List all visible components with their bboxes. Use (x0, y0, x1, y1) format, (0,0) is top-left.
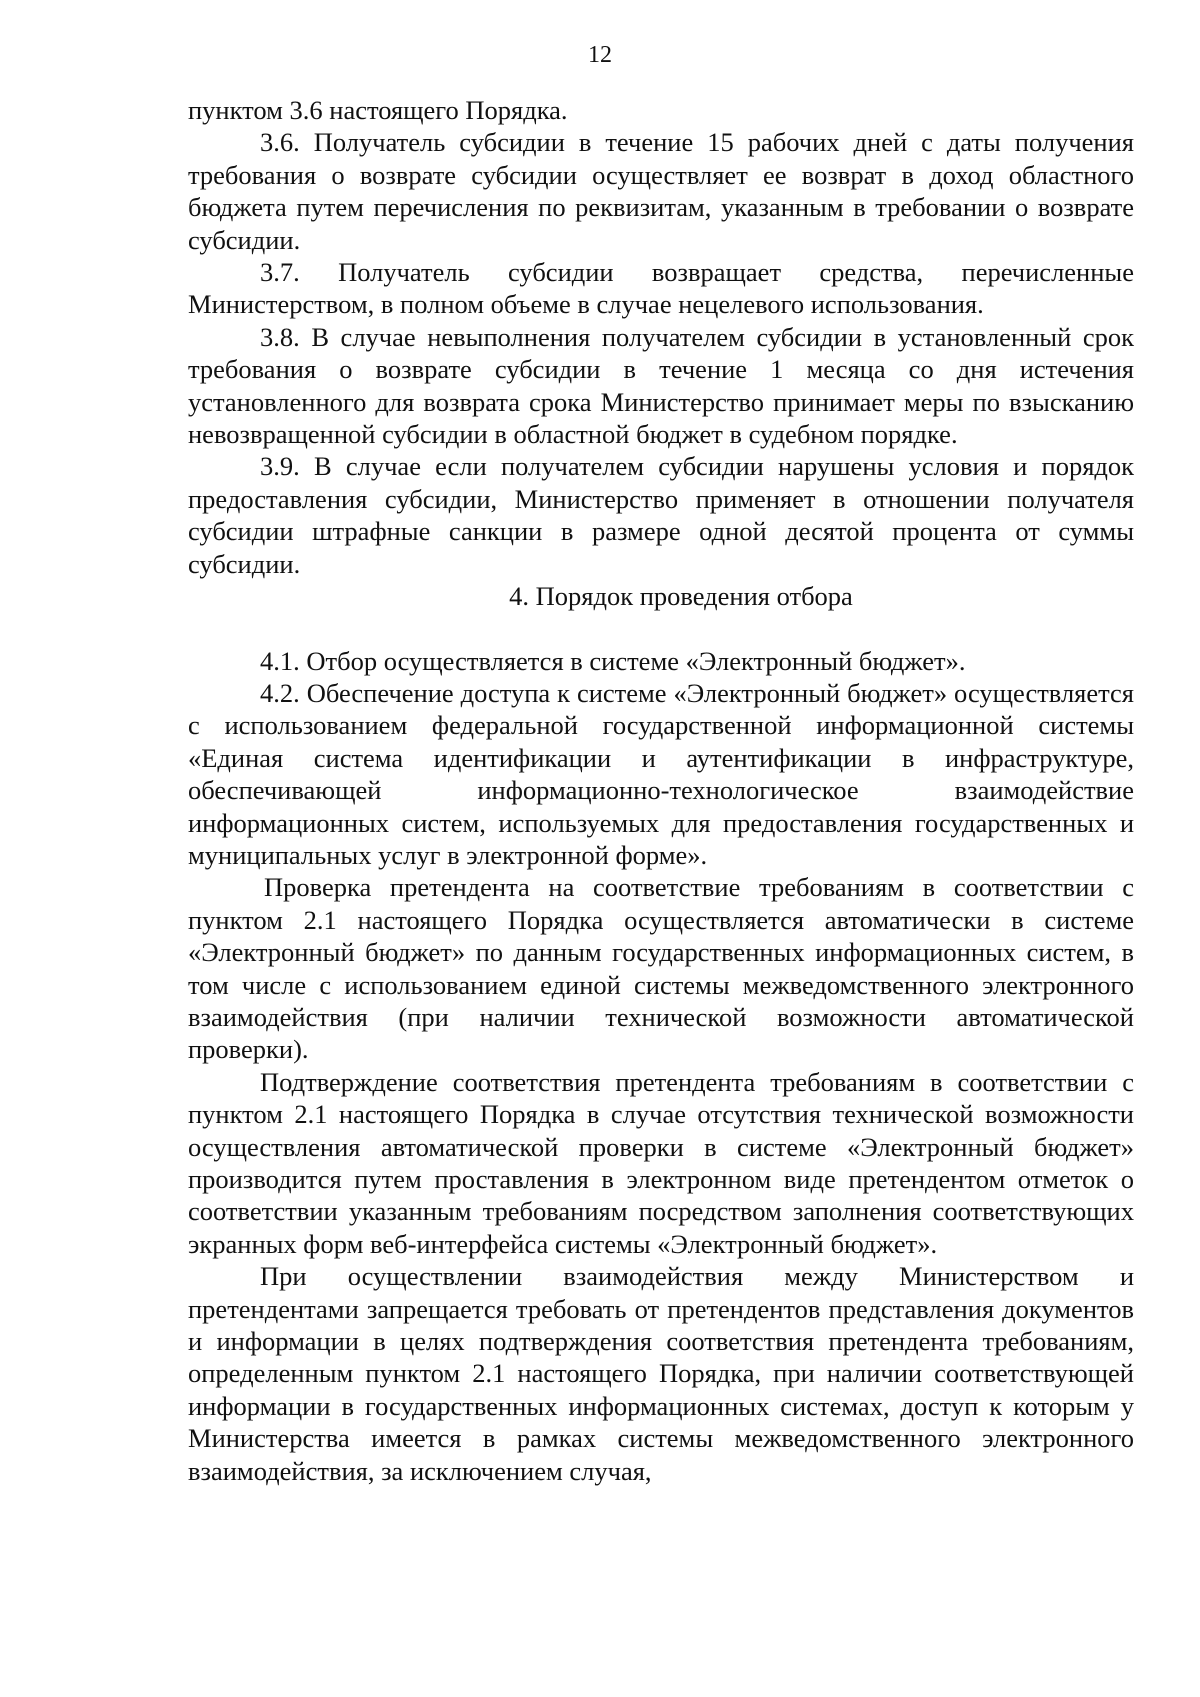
paragraph-3-8: 3.8. В случае невыполнения получателем субсидии в установленный срок требования о возврате субсидии в течение 1 месяца со дня истечения установленного для возврата срока Министерство принимает меры по взысканию невозвращенной субсидии в областной бюджет в судебном порядке. (188, 321, 1134, 450)
paragraph-3-7: 3.7. Получатель субсидии возвращает средства, перечисленные Министерством, в полном объеме в случае нецелевого использования. (188, 257, 1134, 320)
page-number: 12 (588, 42, 612, 68)
paragraph-3-6: 3.6. Получатель субсидии в течение 15 рабочих дней с даты получения требования о возврате субсидии осуществляет ее возврат в доход областного бюджета путем перечисления по реквизитам, указанным в требовании о возврате субсидии. (188, 127, 1134, 255)
document-body (188, 94, 1134, 1487)
paragraph-4-2: 4.2. Обеспечение доступа к системе «Электронный бюджет» осуществляется с использованием федеральной государственной информационной системы «Единая система идентификации и аутентификации в инфраструктуре, обеспечивающей информационно-технологическое взаимодействие информационных систем, используемых для предоставления государственных и муниципальных услуг в электронной форме». (188, 677, 1134, 870)
paragraph-confirm: Подтверждение соответствия претендента требованиям в соответствии с пунктом 2.1 настоящего Порядка в случае отсутствия технической возможности осуществления автоматической проверки в системе «Электронный бюджет» производится путем проставления в электронном виде претендентом отметок о соответствии указанным требованиям посредством заполнения соответствующих экранных форм веб-интерфейса системы «Электронный бюджет». (188, 1066, 1134, 1259)
paragraph-check: Проверка претендента на соответствие требованиям в соответствии с пунктом 2.1 настоящего Порядка осуществляется автоматически в системе «Электронный бюджет» по данным государственных информационных систем, в том числе с использованием единой системы межведомственного электронного взаимодействия (при наличии технической возможности автоматической проверки). (188, 872, 1134, 1065)
paragraph-continuation: пунктом 3.6 настоящего Порядка. (188, 95, 568, 125)
section-4-heading: 4. Порядок проведения отбора (509, 581, 853, 612)
paragraph-4-1: 4.1. Отбор осуществляется в системе «Электронный бюджет». (260, 645, 966, 676)
paragraph-3-9: 3.9. В случае если получателем субсидии нарушены условия и порядок предоставления субсидии, Министерство применяет в отношении получателя субсидии штрафные санкции в размере одной десятой процента от суммы субсидии. (188, 451, 1134, 579)
paragraph-interaction: При осуществлении взаимодействия между Министерством и претендентами запрещается требовать от претендентов представления документов и информации в целях подтверждения соответствия претендента требованиям, определенным пунктом 2.1 настоящего Порядка, при наличии соответствующей информации в государственных информационных системах, доступ к которым у Министерства имеется в рамках системы межведомственного электронного взаимодействия, за исключением случая, (188, 1261, 1134, 1486)
